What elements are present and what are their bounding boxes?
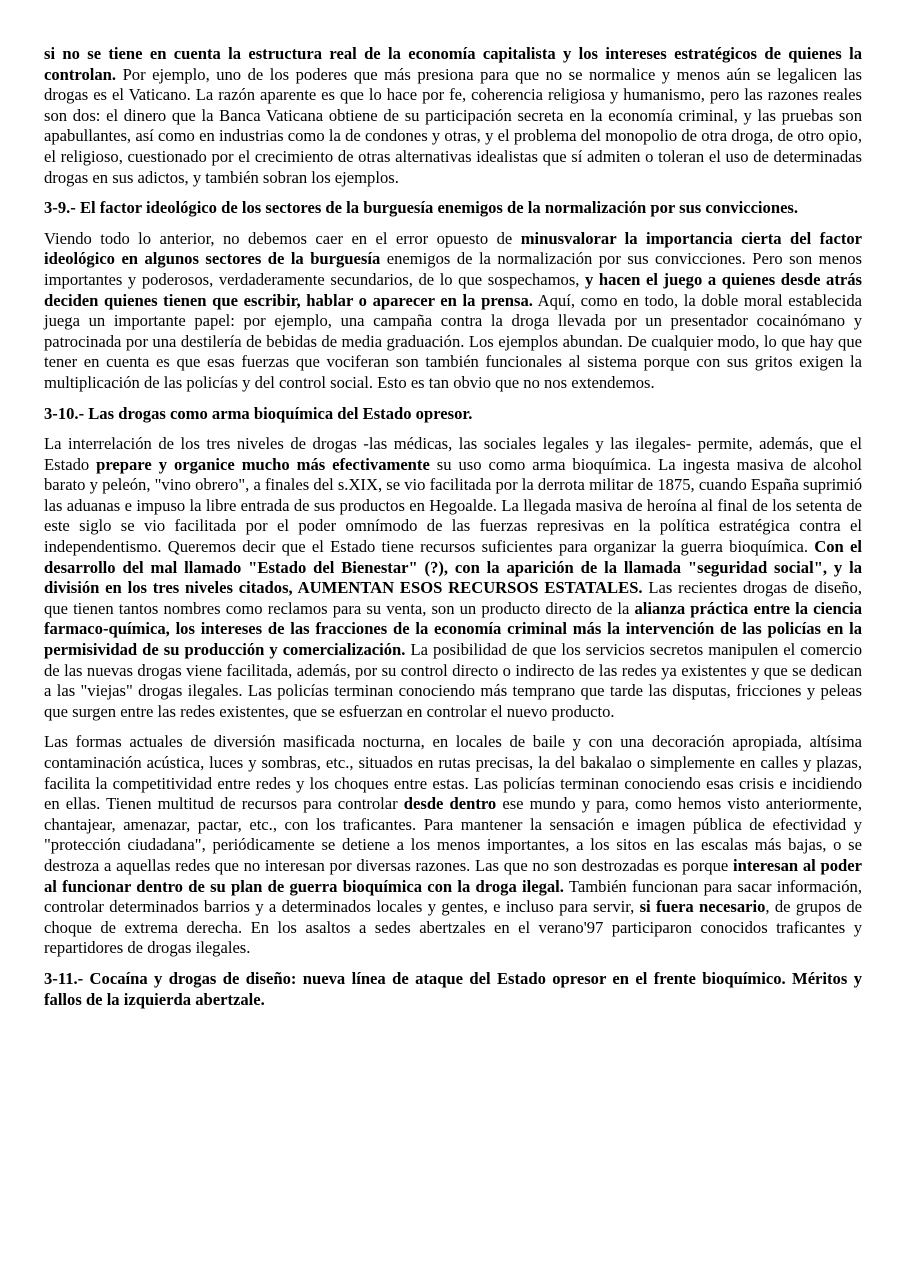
emphasis: prepare y organice mucho más efectivamente	[96, 454, 430, 474]
emphasis: si fuera necesario	[639, 897, 766, 917]
section-heading-3-9: 3-9.- El factor ideológico de los sectores de la burguesía enemigos de la normalización por sus convicciones.	[44, 198, 799, 218]
text-run: Por ejemplo, uno de los poderes que más presiona para que no se normalice y menos aún se legalicen las drogas es el Vaticano. La razón aparente es que lo hace por fe, coherencia religiosa y humanismo, pero las razones reales son dos: el dinero que la Banca Vaticana obtiene de su participación secreta en la economía criminal, y las pruebas son apabullantes, así como en industrias como la de condones y otras, y el problema del monopolio de otra droga, de otro opio, el religioso, cuestionado por el crecimiento de otras alternativas idealistas que sí admiten o toleran el uso de determinadas drogas en sus adictos, y también sobran los ejemplos.	[44, 64, 862, 187]
paragraph-factor-ideologico	[44, 229, 862, 394]
emphasis: Con el desarrollo del mal llamado "Estado del Bienestar" (?), con la aparición de la llamada "seguridad social", y la división en los tres niveles citados, AUMENTAN ESOS RECURSOS ESTATALES.	[44, 537, 862, 598]
section-heading-3-10: 3-10.- Las drogas como arma bioquímica del Estado opresor.	[44, 403, 473, 423]
emphasis: y hacen el juego a quienes desde atrás deciden quienes tienen que escribir, hablar o aparecer en la prensa.	[44, 269, 862, 310]
text-run: Las formas actuales de diversión masificada nocturna, en locales de baile y con una decoración apropiada, altísima contaminación acústica, luces y sombras, etc., situados en rutas precisas, la del bakalao o simplemente en calles y plazas, facilita la competitividad entre redes y los choques entre estas. Las policías terminan conociendo esas crisis e incidiendo en ellas. Tienen multitud de recursos para controlar	[44, 732, 862, 814]
emphasis: desde dentro	[403, 794, 497, 814]
text-run: su uso como arma bioquímica. La ingesta masiva de alcohol barato y peleón, "vino obrero", a finales del s.XIX, se vio facilitada por la derrota militar de 1875, cuando España suprimió las aduanas e impuso la libre entrada de sus productos en Hegoalde. La llegada masiva de heroína al final de los setenta de este siglo se vio facilitada por el poder omnímodo de las fuerzas represivas en la política estratégica contra el independentismo. Queremos decir que el Estado tiene recursos suficientes para organizar la guerra bioquímica.	[44, 454, 862, 557]
text-run: Viendo todo lo anterior, no debemos caer en el error opuesto de	[44, 228, 521, 248]
text-run: ese mundo y para, como hemos visto anteriormente, chantajear, amenazar, pactar, etc., con los traficantes. Para mantener la sensación e imagen pública de efectividad y "protección ciudadana", periódicamente se detiene a los menos importantes, a los sitos en las escalas más bajas, o se destroza a aquellas redes que no interesan por diversas razones. Las que no son destrozadas es porque	[44, 794, 862, 875]
text-run: Aquí, como en todo, la doble moral establecida juega un importante papel: por ejemplo, una campaña contra la droga llevada por un presentador cocainómano y patrocinada por una destilería de bebidas de media graduación. Los ejemplos abundan. De cualquier modo, lo que hay que tener en cuenta es que esas fuerzas que vociferan son también funcionales al sistema porque con sus gritos exigen la multiplicación de las policías y del control social. Esto es tan obvio que no nos extendemos.	[44, 290, 862, 392]
emphasis: alianza práctica entre la ciencia farmaco-química, los intereses de las fracciones de la economía criminal más la intervención de las policías en la permisividad de su producción y comercialización.	[44, 598, 862, 660]
paragraph-diversion-nocturna	[44, 732, 862, 959]
text-run: La posibilidad de que los servicios secretos manipulen el comercio de las nuevas drogas viene facilitada, además, por su control directo o indirecto de las redes ya existentes y que se dedican a las "viejas" drogas ilegales. Las policías terminan conociendo más temprano que tarde las disputas, fricciones y peleas que surgen entre las redes existentes, que se esfuerzan en controlar el nuevo producto.	[44, 640, 863, 721]
emphasis: interesan al poder al funcionar dentro de su plan de guerra bioquímica con la droga ilegal.	[44, 855, 862, 896]
text-run: La interrelación de los tres niveles de drogas -las médicas, las sociales legales y las ilegales- permite, además, que el Estado	[44, 434, 862, 474]
text-run: Las recientes drogas de diseño, que tienen tantos nombres como reclamos para su venta, son un producto directo de la	[44, 578, 862, 618]
paragraph-vaticano	[44, 44, 862, 188]
text-run: enemigos de la normalización por sus convicciones. Pero son menos importantes y poderosos, verdaderamente secundarios, de lo que sospechamos,	[44, 249, 862, 289]
text-run: También funcionan para sacar información, controlar determinados barrios y a determinados locales y gentes, e incluso para servir,	[44, 876, 862, 917]
emphasis: minusvalorar la importancia cierta del factor ideológico en algunos sectores de la burguesía	[44, 228, 863, 269]
document-page	[44, 44, 862, 1020]
emphasis: si no se tiene en cuenta la estructura real de la economía capitalista y los intereses estratégicos de quienes la controlan.	[44, 44, 862, 84]
text-run: , de grupos de choque de extrema derecha. En los asaltos a sedes abertzales en el verano'97 participaron conocidos traficantes y repartidores de drogas ilegales.	[44, 897, 862, 958]
paragraph-arma-bioquimica	[44, 434, 862, 722]
section-heading-3-11: 3-11.- Cocaína y drogas de diseño: nueva línea de ataque del Estado opresor en el frente bioquímico. Méritos y fallos de la izquierda abertzale.	[44, 968, 862, 1009]
